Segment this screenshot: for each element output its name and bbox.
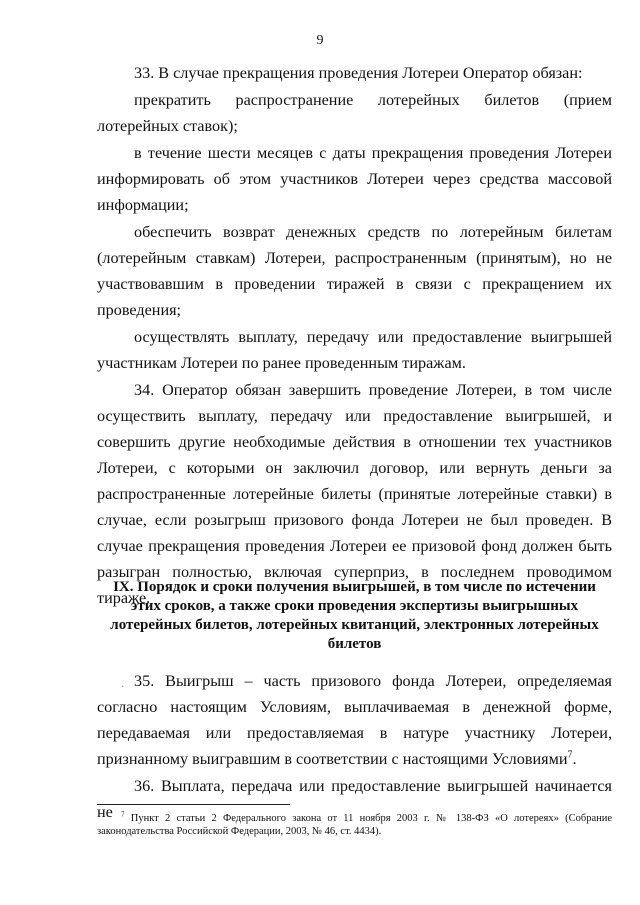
footnote-ref: 7 bbox=[567, 749, 573, 761]
paragraph-35-end: . bbox=[572, 750, 577, 768]
footnote-separator bbox=[97, 804, 290, 805]
paragraph-34: 34. Оператор обязан завершить проведение Лотереи, в том числе осуществить выплату, передачу или предоставление выигрышей, и совершить другие необходимые действия в отношении тех участников Лотереи, с которыми он заключил договор, или вернуть деньги за распространенные лотерейные билеты (принятые лотерейные ставки) в случае, если розыгрыш призового фонда Лотереи не был проведен. В случае прекращения проведения Лотереи ее призовой фонд должен быть разыгран полностью, включая суперприз, в последнем проводимом тираже. bbox=[97, 381, 612, 607]
paragraph-35-text: 35. Выигрыш – часть призового фонда Лотереи, определяемая согласно настоящим Условиям, выплачиваемая в денежной форме, передаваемая или предоставляемая в натуре участнику Лотереи, признанному выигравшим в соответствии с настоящими Условиями bbox=[97, 672, 612, 768]
footnote-marker: 7 bbox=[121, 810, 125, 819]
paragraph-33: 33. В случае прекращения проведения Лотереи Оператор обязан: bbox=[134, 64, 583, 82]
footnote-text: Пункт 2 статьи 2 Федерального закона от 11 ноября 2003 г. № 138-ФЗ «О лотереях» (Собрание законодательства Российской Федерации, 2003, № 46, ст. 4434). bbox=[97, 813, 612, 837]
page-number: 9 bbox=[316, 33, 324, 48]
section-heading-ix: IX. Порядок и сроки получения выигрышей, в том числе по истечении этих сроков, а также сроки проведения экспертизы выигрышных лотерейных билетов, лотерейных квитанций, электронных лотерейных билетов bbox=[110, 579, 599, 652]
section-prizes bbox=[97, 668, 612, 825]
paragraph-33-item-4: осуществлять выплату, передачу или предоставление выигрышей участникам Лотереи по ранее проведенным тиражам. bbox=[97, 328, 612, 372]
paragraph-33-item-2: в течение шести месяцев с даты прекращения проведения Лотереи информировать об этом участников Лотереи через средства массовой информации; bbox=[97, 144, 612, 214]
paragraph-35 bbox=[97, 668, 612, 772]
paragraph-33-item-3: обеспечить возврат денежных средств по лотерейным билетам (лотерейным ставкам) Лотереи, распространенным (принятым), но не участвовавшим в проведении тиражей в связи с прекращением их проведения; bbox=[97, 223, 612, 319]
paragraph-33-item-1: прекратить распространение лотерейных билетов (прием лотерейных ставок); bbox=[97, 91, 612, 135]
footnote bbox=[97, 812, 612, 838]
paragraph-36: 36. Выплата, передача или предоставление выигрышей начинается не bbox=[97, 777, 612, 821]
scan-mark: · bbox=[121, 682, 125, 693]
section-termination bbox=[97, 60, 612, 611]
